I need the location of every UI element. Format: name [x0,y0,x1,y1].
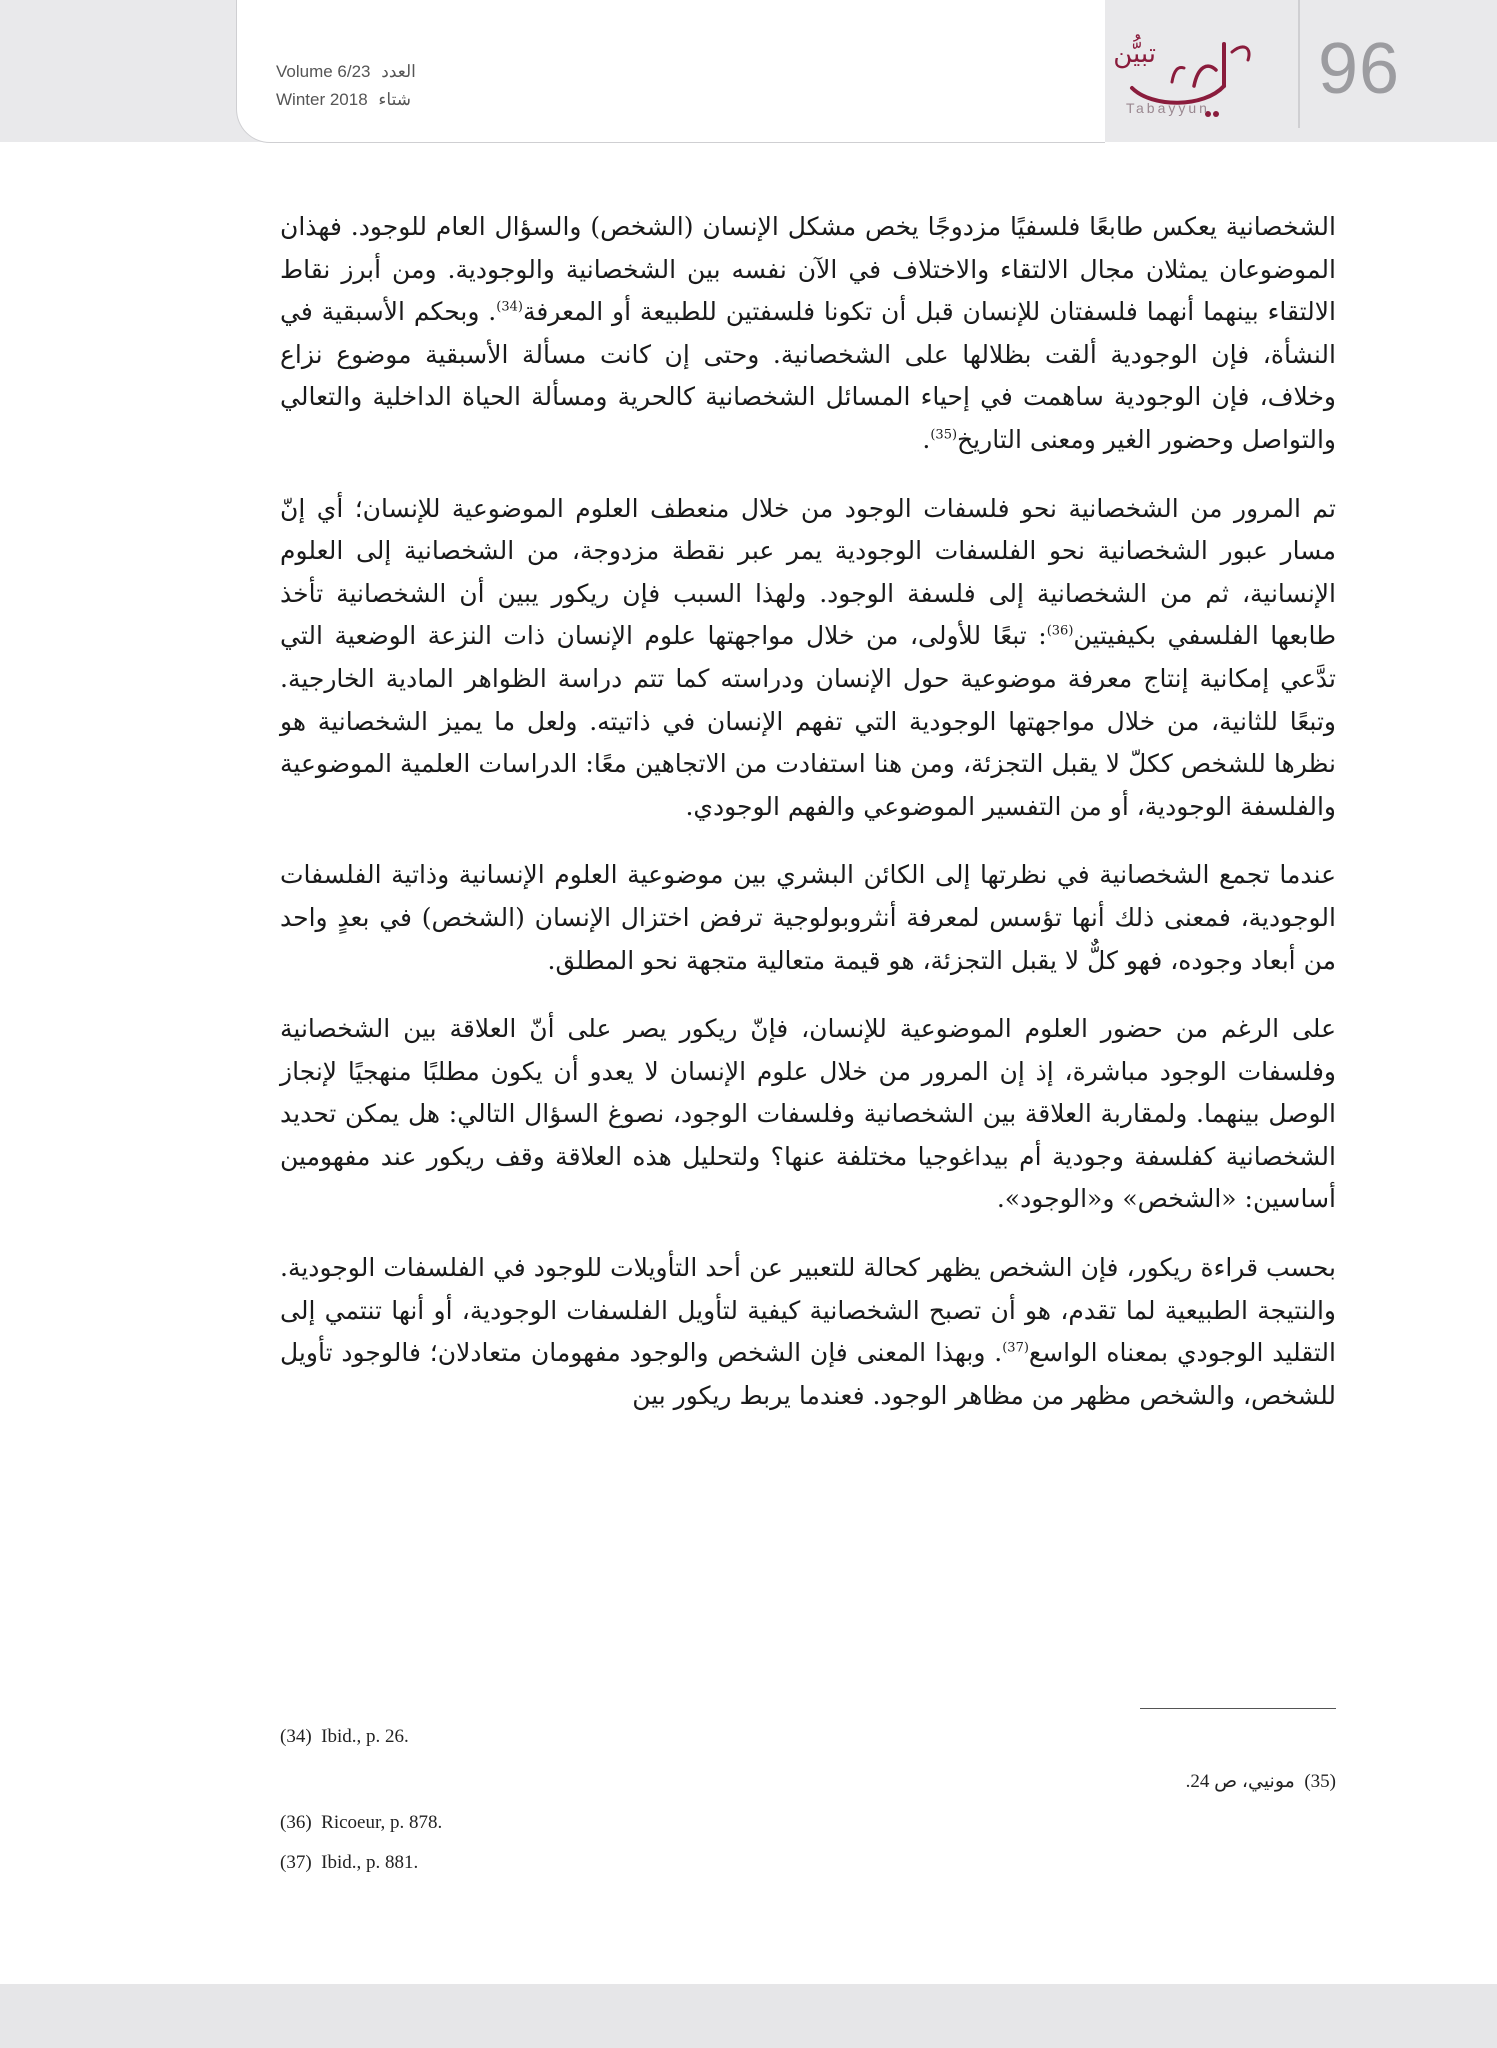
footnote-number: (34) [280,1726,312,1747]
footnote-ref[interactable]: (35) [930,427,958,443]
header-divider [1298,0,1300,128]
paragraph [280,488,1336,829]
text-segment: . وبهذا المعنى فإن الشخص والوجود مفهومان متعادلان؛ فالوجود تأويل للشخص، والشخص مظهر من مظاهر الوجود. فعندما يربط ريكور بين [280,1338,1336,1410]
logo-wordmark: Tabayyun [1126,100,1210,116]
text-segment: بحسب قراءة ريكور، فإن الشخص يظهر كحالة للتعبير عن أحد التأويلات للوجود في الفلسفات الوجودية. والنتيجة الطبيعية لما تقدم، هو أن تصبح الشخصانية كيفية لتأويل الفلسفات الوجودية، أو أنها تنتمي إلى التقليد الوجودي بمعناه الواسع [280,1253,1336,1368]
footnote-37 [280,1852,418,1874]
logo-tail [1232,47,1249,60]
page-number: 96 [1318,29,1401,109]
footnote-separator [1140,1708,1336,1709]
footnote-ref[interactable]: (37) [1002,1340,1029,1356]
logo-text-ar: تبيُّن [1113,39,1156,69]
issue-season-ar: شتاء [378,90,411,109]
issue-season-en: Winter 2018 [276,90,368,109]
footnote-ref[interactable]: (34) [496,299,523,315]
text-segment: عندما تجمع الشخصانية في نظرتها إلى الكائن البشري بين موضوعية العلوم الإنسانية وذاتية الفلسفات الوجودية، فمعنى ذلك أنها تؤسس لمعرفة أنثروبولوجية ترفض اختزال الإنسان (الشخص) في بعدٍ واحد من أبعاد وجوده، فهو كلٌّ لا يقبل التجزئة، هو قيمة متعالية متجهة نحو المطلق. [280,860,1336,975]
text-segment: . [922,424,931,454]
logo-loop [1194,66,1216,86]
footnote-number: (36) [280,1812,312,1833]
paragraph [280,1008,1336,1221]
issue-info [276,58,416,114]
footnote-35 [1186,1770,1336,1793]
issue-volume [276,58,416,86]
footer-bar [0,1984,1497,2048]
footnote-34 [280,1726,409,1748]
footnote-36 [280,1812,442,1834]
logo-tooth [1172,68,1184,82]
logo-dot [1213,111,1219,117]
text-segment: الشخصانية يعكس طابعًا فلسفيًا مزدوجًا يخص مشكل الإنسان (الشخص) والسؤال العام للوجود. فهذان الموضوعان يمثلان مجال الالتقاء والاختلاف في الآن نفسه بين الشخصانية والوجودية. ومن أبرز نقاط الالتقاء بينهما أنهما فلسفتان للإنسان قبل أن تكونا فلسفتين للطبيعة أو المعرفة [280,212,1336,327]
text-segment: : تبعًا للأولى، من خلال مواجهتها علوم الإنسان ذات النزعة الوضعية التي تدَّعي إمكانية إنتاج معرفة موضوعية حول الإنسان ودراسته كما تتم دراسة الظواهر المادية الخارجية. وتبعًا للثانية، من خلال مواجهتها الوجودية التي تفهم الإنسان في ذاتيته. ولعل ما يميز الشخصانية هو نظرها للشخص ككلّ لا يقبل التجزئة، ومن هنا استفادت من الاتجاهين معًا: الدراسات العلمية الموضوعية والفلسفة الوجودية، أو من التفسير الموضوعي والفهم الوجودي. [280,621,1336,821]
paragraph [280,206,1336,462]
issue-season [276,86,416,114]
paragraph [280,854,1336,982]
footnote-ref[interactable]: (36) [1046,624,1074,640]
footnote-text: Ibid., p. 26. [321,1726,409,1747]
footnote-number: (35) [1304,1771,1336,1792]
text-segment: على الرغم من حضور العلوم الموضوعية للإنسان، فإنّ ريكور يصر على أنّ العلاقة بين الشخصانية وفلسفات الوجود مباشرة، إذ إن المرور من خلال علوم الإنسان لا يعدو أن يكون مطلبًا منهجيًا لإنجاز الوصل بينهما. ولمقاربة العلاقة بين الشخصانية وفلسفات الوجود، نصوغ السؤال التالي: هل يمكن تحديد الشخصانية كفلسفة وجودية أم بيداغوجيا مختلفة عنها؟ ولتحليل هذه العلاقة وقف ريكور عند مفهومين أساسين: «الشخص» و«الوجود». [280,1014,1336,1214]
issue-volume-en: Volume 6/23 [276,62,371,81]
footnote-number: (37) [280,1852,312,1873]
footnote-text: مونيي، ص 24. [1185,1771,1295,1792]
text-segment: تم المرور من الشخصانية نحو فلسفات الوجود من خلال منعطف العلوم الموضوعية للإنسان؛ أي إنّ مسار عبور الشخصانية نحو الفلسفات الوجودية يمر عبر نقطة مزدوجة، من الشخصانية إلى العلوم الإنسانية، ثم من الشخصانية إلى فلسفة الوجود. ولهذا السبب فإن ريكور يبين أن الشخصانية تأخذ طابعها الفلسفي بكيفيتين [280,493,1336,651]
footnote-text: Ricoeur, p. 878. [321,1812,443,1833]
issue-volume-ar: العدد [381,62,416,81]
footnote-text: Ibid., p. 881. [321,1852,419,1873]
text-segment: . وبحكم الأسبقية في النشأة، فإن الوجودية ألقت بظلالها على الشخصانية. وحتى إن كانت مسألة الأسبقية موضوع نزاع وخلاف، فإن الوجودية ساهمت في إحياء المسائل الشخصانية كالحرية ومسألة الحياة الداخلية والتعالي والتواصل وحضور الغير ومعنى التاريخ [280,297,1336,454]
paragraph [280,1247,1336,1417]
article-body [280,206,1336,1443]
